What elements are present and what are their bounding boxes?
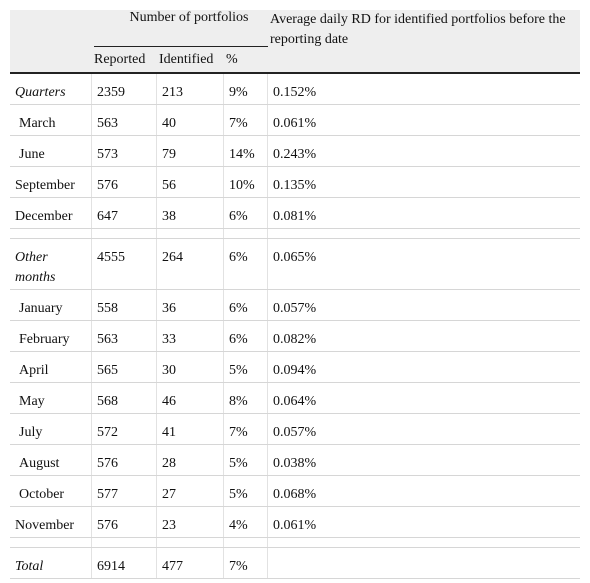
identified-cell: 36 xyxy=(157,290,224,320)
identified-column-header: Identified xyxy=(159,52,214,67)
row-label: February xyxy=(10,321,92,351)
row-label: June xyxy=(10,136,92,166)
average-rd-cell: 0.068% xyxy=(273,487,317,502)
average-rd-cell: 0.243% xyxy=(273,147,317,162)
percent-cell: 14% xyxy=(224,136,268,166)
table-row xyxy=(10,321,580,352)
identified-cell: 477 xyxy=(157,548,224,578)
identified-cell: 27 xyxy=(157,476,224,506)
reported-cell: 572 xyxy=(92,414,157,444)
row-label: March xyxy=(10,105,92,135)
identified-cell: 56 xyxy=(157,167,224,197)
table-row xyxy=(10,414,580,445)
percent-cell: 9% xyxy=(224,74,268,104)
average-rd-cell: 0.061% xyxy=(273,116,317,131)
percent-cell: 5% xyxy=(224,445,268,475)
row-label: Quarters xyxy=(10,74,92,104)
row-label: August xyxy=(10,445,92,475)
reported-cell: 558 xyxy=(92,290,157,320)
table-row xyxy=(10,74,580,105)
table-row xyxy=(10,136,580,167)
average-rd-cell: 0.081% xyxy=(273,209,317,224)
reported-cell: 577 xyxy=(92,476,157,506)
table-row xyxy=(10,239,580,290)
percent-cell: 5% xyxy=(224,352,268,382)
percent-cell: 8% xyxy=(224,383,268,413)
table-row xyxy=(10,198,580,229)
percent-cell: 10% xyxy=(224,167,268,197)
table-row xyxy=(10,383,580,414)
number-of-portfolios-header: Number of portfolios xyxy=(94,10,268,47)
average-rd-cell: 0.061% xyxy=(273,518,317,533)
row-label: July xyxy=(10,414,92,444)
table-row xyxy=(10,167,580,198)
data-table xyxy=(10,10,580,579)
identified-cell: 41 xyxy=(157,414,224,444)
reported-cell: 4555 xyxy=(92,239,157,289)
percent-cell: 6% xyxy=(224,198,268,228)
average-daily-rd-header: Average daily RD for identified portfolios before the reporting date xyxy=(270,12,566,47)
reported-cell: 6914 xyxy=(92,548,157,578)
reported-cell: 563 xyxy=(92,105,157,135)
reported-cell: 563 xyxy=(92,321,157,351)
identified-cell: 38 xyxy=(157,198,224,228)
reported-cell: 568 xyxy=(92,383,157,413)
average-rd-cell: 0.135% xyxy=(273,178,317,193)
average-rd-cell: 0.057% xyxy=(273,425,317,440)
table-row xyxy=(10,290,580,321)
table-row xyxy=(10,476,580,507)
identified-cell: 33 xyxy=(157,321,224,351)
table-row xyxy=(10,507,580,538)
reported-column-header: Reported xyxy=(94,52,146,67)
average-rd-cell: 0.064% xyxy=(273,394,317,409)
reported-cell: 576 xyxy=(92,167,157,197)
table-row-total xyxy=(10,548,580,579)
percent-column-header: % xyxy=(226,52,238,67)
row-label: October xyxy=(10,476,92,506)
identified-cell: 23 xyxy=(157,507,224,537)
table-row xyxy=(10,105,580,136)
average-rd-cell xyxy=(268,548,580,578)
reported-cell: 647 xyxy=(92,198,157,228)
row-label: January xyxy=(10,290,92,320)
average-rd-cell: 0.152% xyxy=(273,85,317,100)
spacer-row xyxy=(10,229,580,239)
row-label: December xyxy=(10,198,92,228)
row-label: September xyxy=(10,167,92,197)
percent-cell: 6% xyxy=(224,321,268,351)
row-label: Total xyxy=(10,548,92,578)
table-row xyxy=(10,352,580,383)
average-rd-cell: 0.082% xyxy=(273,332,317,347)
identified-cell: 79 xyxy=(157,136,224,166)
reported-cell: 576 xyxy=(92,445,157,475)
percent-cell: 6% xyxy=(224,290,268,320)
percent-cell: 4% xyxy=(224,507,268,537)
row-label: November xyxy=(10,507,92,537)
identified-cell: 28 xyxy=(157,445,224,475)
row-label: Other months xyxy=(10,239,92,289)
reported-cell: 576 xyxy=(92,507,157,537)
percent-cell: 7% xyxy=(224,414,268,444)
percent-cell: 7% xyxy=(224,548,268,578)
percent-cell: 5% xyxy=(224,476,268,506)
spacer-row xyxy=(10,538,580,548)
identified-cell: 46 xyxy=(157,383,224,413)
percent-cell: 6% xyxy=(224,239,268,289)
row-label: May xyxy=(10,383,92,413)
average-rd-cell: 0.057% xyxy=(273,301,317,316)
average-rd-cell: 0.094% xyxy=(273,363,317,378)
identified-cell: 40 xyxy=(157,105,224,135)
percent-cell: 7% xyxy=(224,105,268,135)
row-label: April xyxy=(10,352,92,382)
reported-cell: 2359 xyxy=(92,74,157,104)
average-rd-cell: 0.038% xyxy=(273,456,317,471)
identified-cell: 213 xyxy=(157,74,224,104)
table-row xyxy=(10,445,580,476)
identified-cell: 30 xyxy=(157,352,224,382)
table-header xyxy=(10,10,580,74)
average-rd-cell: 0.065% xyxy=(273,250,317,265)
reported-cell: 573 xyxy=(92,136,157,166)
reported-cell: 565 xyxy=(92,352,157,382)
identified-cell: 264 xyxy=(157,239,224,289)
